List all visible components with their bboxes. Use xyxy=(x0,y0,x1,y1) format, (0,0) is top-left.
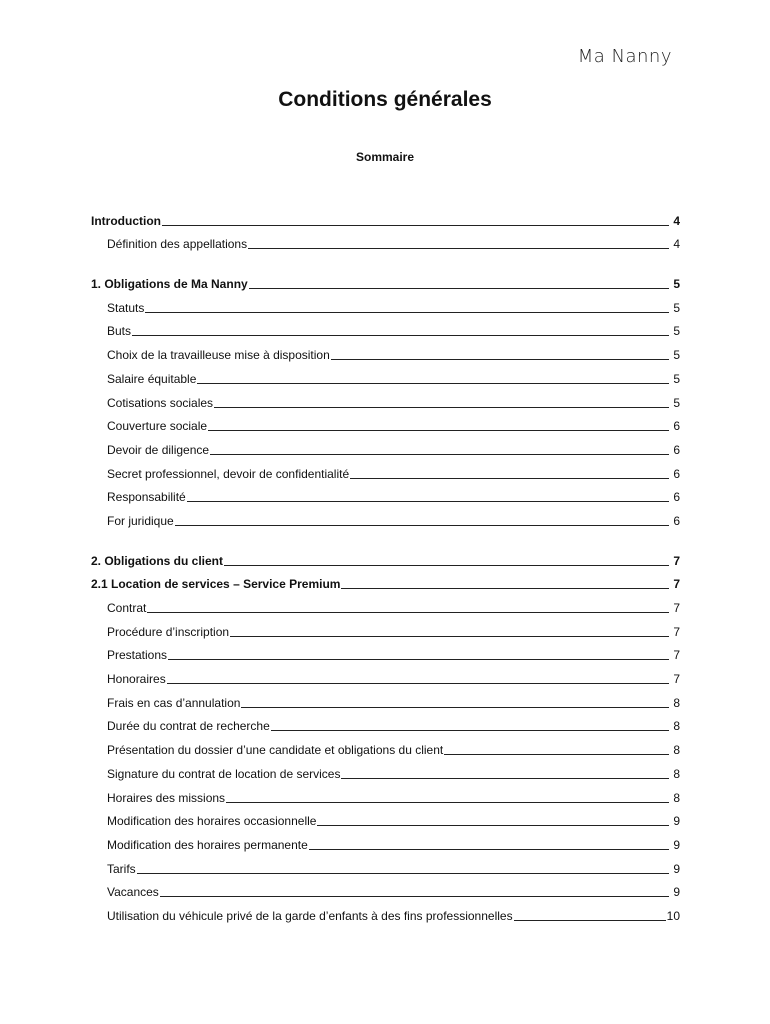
toc-leader-line xyxy=(214,406,669,408)
toc-section-entry[interactable] xyxy=(91,544,680,568)
toc-entry[interactable] xyxy=(91,291,680,315)
toc-entry-label: Cotisations sociales xyxy=(107,395,214,410)
toc-entry-label: 2.1 Location de services – Service Premium xyxy=(91,577,341,592)
toc-entry[interactable] xyxy=(91,362,680,386)
toc-entry[interactable] xyxy=(91,662,680,686)
toc-entry-label: Buts xyxy=(107,324,132,339)
toc-leader-line xyxy=(160,895,669,897)
page-title: Conditions générales xyxy=(278,88,492,111)
toc-entry-page-number: 8 xyxy=(673,766,680,781)
toc-leader-line xyxy=(208,429,669,431)
toc-entry[interactable] xyxy=(91,852,680,876)
toc-entry-label: Secret professionnel, devoir de confidentialité xyxy=(107,466,350,481)
toc-entry[interactable] xyxy=(91,481,680,505)
toc-entry-page-number: 7 xyxy=(673,624,680,639)
toc-entry-label: Devoir de diligence xyxy=(107,442,210,457)
toc-entry-label: Honoraires xyxy=(107,672,166,687)
toc-entry[interactable] xyxy=(91,733,680,757)
toc-leader-line xyxy=(271,729,669,731)
toc-leader-line xyxy=(168,658,669,660)
toc-leader-line xyxy=(241,706,669,708)
toc-heading: Sommaire xyxy=(355,150,415,164)
toc-entry-page-number: 5 xyxy=(673,395,680,410)
toc-entry-page-number: 5 xyxy=(673,300,680,315)
toc-leader-line xyxy=(132,334,669,336)
toc-entry-page-number: 6 xyxy=(673,490,680,505)
toc-entry[interactable] xyxy=(91,315,680,339)
toc-entry-label: 2. Obligations du client xyxy=(91,553,224,568)
table-of-contents xyxy=(91,204,680,923)
toc-entry-page-number: 7 xyxy=(673,648,680,663)
toc-entry-label: For juridique xyxy=(107,513,174,528)
toc-entry-label: Prestations xyxy=(107,648,168,663)
toc-entry-page-number: 9 xyxy=(673,814,680,829)
toc-leader-line xyxy=(230,635,669,637)
toc-entry-label: Statuts xyxy=(107,300,145,315)
toc-leader-line xyxy=(514,919,666,921)
toc-entry-label: Procédure d’inscription xyxy=(107,624,230,639)
toc-leader-line xyxy=(167,682,669,684)
toc-entry-label: Utilisation du véhicule privé de la garde d’enfants à des fins professionnelles xyxy=(107,908,513,923)
toc-entry-page-number: 8 xyxy=(673,719,680,734)
toc-entry[interactable] xyxy=(91,757,680,781)
toc-leader-line xyxy=(341,777,669,779)
toc-entry-label: Salaire équitable xyxy=(107,371,197,386)
toc-entry-label: Définition des appellations xyxy=(107,237,248,252)
toc-leader-line xyxy=(162,224,669,226)
toc-leader-line xyxy=(145,311,669,313)
toc-entry[interactable] xyxy=(91,457,680,481)
toc-entry-label: Modification des horaires occasionnelle xyxy=(107,814,317,829)
toc-entry-page-number: 6 xyxy=(673,513,680,528)
toc-entry-page-number: 4 xyxy=(673,213,680,228)
toc-leader-line xyxy=(175,524,669,526)
toc-leader-line xyxy=(210,453,669,455)
toc-entry-page-number: 4 xyxy=(673,237,680,252)
toc-entry-page-number: 6 xyxy=(673,466,680,481)
toc-entry-label: Modification des horaires permanente xyxy=(107,837,308,852)
toc-entry-label: Tarifs xyxy=(107,861,136,876)
toc-entry-page-number: 6 xyxy=(673,442,680,457)
toc-entry-page-number: 7 xyxy=(673,601,680,615)
toc-entry-label: Signature du contrat de location de services xyxy=(107,766,341,781)
toc-entry-label: Vacances xyxy=(107,885,159,900)
toc-entry-page-number: 9 xyxy=(673,885,680,900)
toc-entry-label: Responsabilité xyxy=(107,490,186,505)
toc-leader-line xyxy=(350,477,669,479)
toc-section-entry[interactable] xyxy=(91,204,680,228)
toc-entry-label: Contrat xyxy=(107,601,147,615)
toc-entry[interactable] xyxy=(91,504,680,528)
toc-leader-line xyxy=(248,247,669,249)
toc-entry[interactable] xyxy=(91,710,680,734)
toc-entry[interactable] xyxy=(91,228,680,252)
toc-entry-page-number: 5 xyxy=(673,348,680,363)
toc-entry-page-number: 9 xyxy=(673,837,680,852)
toc-entry-label: Présentation du dossier d’une candidate et obligations du client xyxy=(107,743,444,758)
toc-entry[interactable] xyxy=(91,639,680,663)
toc-leader-line xyxy=(249,287,669,289)
toc-entry[interactable] xyxy=(91,828,680,852)
toc-entry-label: Durée du contrat de recherche xyxy=(107,719,270,734)
toc-entry[interactable] xyxy=(91,338,680,362)
toc-leader-line xyxy=(444,753,669,755)
toc-entry[interactable] xyxy=(91,591,680,615)
toc-section-entry[interactable] xyxy=(91,267,680,291)
toc-leader-line xyxy=(331,358,669,360)
toc-leader-line xyxy=(147,611,669,613)
toc-entry-page-number: 5 xyxy=(673,371,680,386)
toc-leader-line xyxy=(197,382,669,384)
toc-leader-line xyxy=(309,848,669,850)
toc-leader-line xyxy=(224,564,669,566)
toc-leader-line xyxy=(317,824,669,826)
toc-leader-line xyxy=(226,801,669,803)
toc-entry-page-number: 6 xyxy=(673,419,680,434)
toc-entry-label: 1. Obligations de Ma Nanny xyxy=(91,277,248,292)
toc-entry[interactable] xyxy=(91,615,680,639)
toc-entry-page-number: 5 xyxy=(673,324,680,339)
toc-leader-line xyxy=(187,500,669,502)
brand-logo: Ma Nanny xyxy=(577,46,672,67)
toc-entry-label: Introduction xyxy=(91,213,161,228)
toc-entry-page-number: 7 xyxy=(673,553,680,568)
toc-entry[interactable] xyxy=(91,899,680,923)
toc-entry-label: Choix de la travailleuse mise à disposition xyxy=(107,348,330,363)
toc-entry-page-number: 9 xyxy=(673,861,680,876)
toc-entry[interactable] xyxy=(91,686,680,710)
toc-entry-label: Horaires des missions xyxy=(107,790,226,805)
toc-entry[interactable] xyxy=(91,805,680,829)
toc-entry[interactable] xyxy=(91,386,680,410)
toc-entry-label: Couverture sociale xyxy=(107,419,208,434)
toc-leader-line xyxy=(341,587,669,589)
toc-leader-line xyxy=(137,872,669,874)
toc-entry-label: Frais en cas d’annulation xyxy=(107,695,241,710)
toc-entry[interactable] xyxy=(91,781,680,805)
toc-entry[interactable] xyxy=(91,876,680,900)
toc-entry-page-number: 10 xyxy=(666,908,680,923)
toc-section-entry[interactable] xyxy=(91,568,680,592)
toc-entry-page-number: 5 xyxy=(673,277,680,292)
toc-entry-page-number: 8 xyxy=(673,743,680,758)
toc-entry-page-number: 8 xyxy=(673,790,680,805)
toc-entry[interactable] xyxy=(91,410,680,434)
toc-entry-page-number: 8 xyxy=(673,695,680,710)
toc-entry-page-number: 7 xyxy=(673,577,680,592)
toc-entry[interactable] xyxy=(91,433,680,457)
toc-entry-page-number: 7 xyxy=(673,672,680,687)
